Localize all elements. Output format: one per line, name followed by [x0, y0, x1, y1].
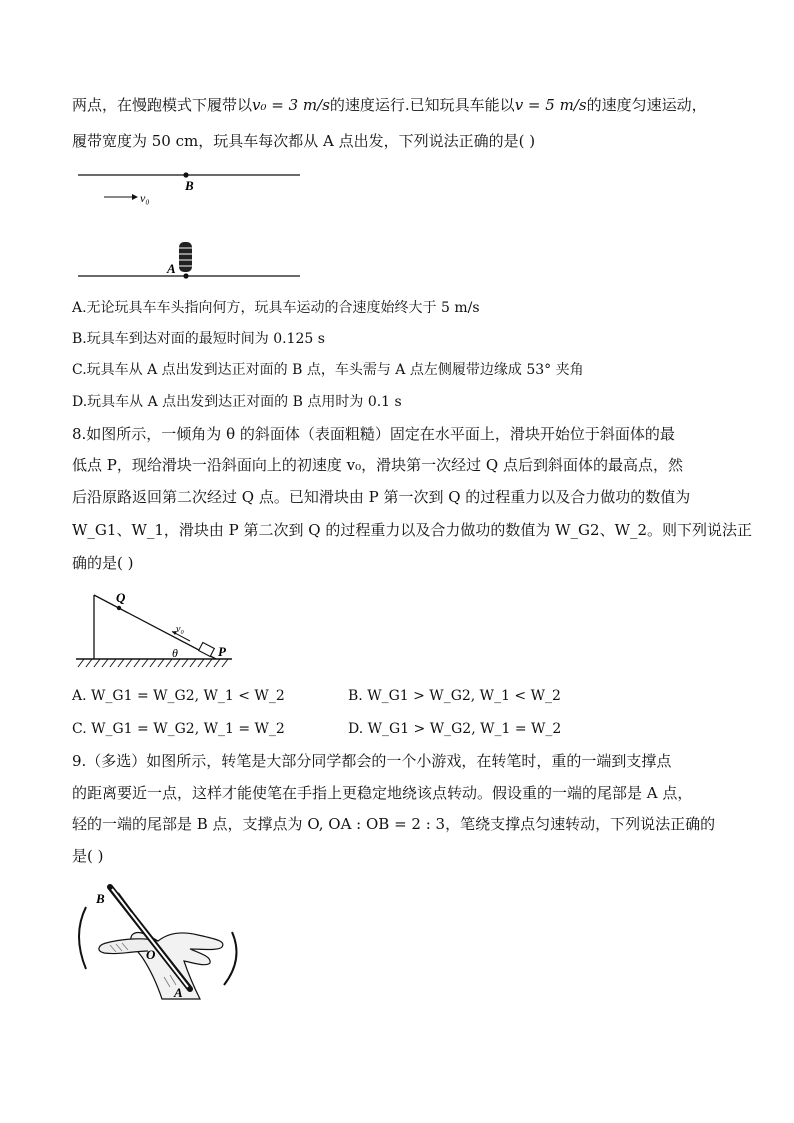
q8-stem-line2: 低点 P，现给滑块一沿斜面向上的初速度 v₀，滑块第一次经过 Q 点后到斜面体的最高点，然	[72, 456, 683, 474]
q7-label-a: A	[167, 261, 176, 276]
q7-option-b: B.玩具车到达对面的最短时间为 0.125 s	[72, 331, 325, 347]
q8-option-a: A. W_G1 = W_G2, W_1 < W_2	[72, 688, 285, 704]
q8-stem-line1: 8.如图所示，一倾角为 θ 的斜面体（表面粗糙）固定在水平面上，滑块开始位于斜面体的最	[72, 425, 675, 443]
q7-option-a: A.无论玩具车车头指向何方，玩具车运动的合速度始终大于 5 m/s	[72, 300, 480, 316]
q8-incline-figure	[72, 585, 242, 670]
q9-stem-line4: 是( )	[72, 847, 104, 865]
q8-incline-surface	[94, 595, 216, 659]
q8-option-d: D. W_G1 > W_G2, W_1 = W_2	[348, 721, 562, 737]
q9-stem-line3: 轻的一端的尾部是 B 点，支撑点为 O, OA : OB = 2 : 3，笔绕支撑点匀速转动，下列说法正确的	[72, 815, 716, 833]
q8-stem-line3: 后沿原路返回第二次经过 Q 点。已知滑块由 P 第一次到 Q 的过程重力以及合力做功的数值为	[72, 488, 691, 506]
q9-hand	[99, 933, 223, 999]
q8-label-v0: v₀	[176, 624, 184, 635]
q9-stem-line1: 9.（多选）如图所示，转笔是大部分同学都会的一个小游戏，在转笔时，重的一端到支撑点	[72, 752, 672, 770]
q7-point-a	[183, 273, 188, 278]
q9-rotation-arc-left	[79, 907, 86, 969]
q8-label-p: P	[218, 644, 226, 659]
q7-v0-expression: v₀ = 3 m/s	[252, 96, 330, 114]
q7-point-b	[183, 172, 188, 177]
q7-stem-line1	[72, 95, 707, 115]
q7-toy-car	[179, 242, 192, 272]
q7-label-v0: v₀	[140, 191, 150, 205]
q7-label-b: B	[185, 178, 194, 193]
q8-option-c: C. W_G1 = W_G2, W_1 = W_2	[72, 721, 285, 737]
q8-label-q: Q	[116, 590, 126, 605]
q7-option-c: C.玩具车从 A 点出发到达正对面的 B 点，车头需与 A 点左侧履带边缘成 53° 夹角	[72, 362, 584, 378]
q7-stem-line2: 履带宽度为 50 cm，玩具车每次都从 A 点出发，下列说法正确的是( )	[72, 132, 536, 150]
q8-ground-hatching	[78, 659, 228, 667]
q7-treadmill-figure	[72, 160, 312, 285]
q8-option-b: B. W_G1 > W_G2, W_1 < W_2	[348, 688, 561, 704]
q7-v-expression: v = 5 m/s	[514, 96, 587, 114]
q9-label-a: A	[174, 985, 183, 1000]
q9-label-o: O	[146, 947, 156, 962]
q8-slider-block	[199, 642, 215, 656]
q9-stem-line2: 的距离要近一点，这样才能使笔在手指上更稳定地绕该点转动。假设重的一端的尾部是 A 点，	[72, 784, 693, 802]
q7-option-d: D.玩具车从 A 点出发到达正对面的 B 点用时为 0.1 s	[72, 394, 402, 410]
q9-label-b: B	[96, 891, 105, 906]
q7-stem-part1: 两点，在慢跑模式下履带以	[72, 96, 253, 114]
q7-v0-arrowhead	[132, 194, 138, 200]
q8-label-theta: θ	[172, 646, 178, 660]
q9-rotation-arc-right	[224, 932, 237, 985]
q7-stem-part2: 的速度运行.已知玩具车能以	[329, 96, 515, 114]
q8-stem-line4: W_G1、W_1，滑块由 P 第二次到 Q 的过程重力以及合力做功的数值为 W_G2、W_2。则下列说法正	[72, 521, 753, 539]
q9-pen-spinning-figure	[72, 877, 252, 1002]
q8-stem-line5: 确的是( )	[72, 554, 134, 572]
q7-stem-part3: 的速度匀速运动，	[586, 96, 707, 114]
q8-point-q	[117, 606, 121, 610]
